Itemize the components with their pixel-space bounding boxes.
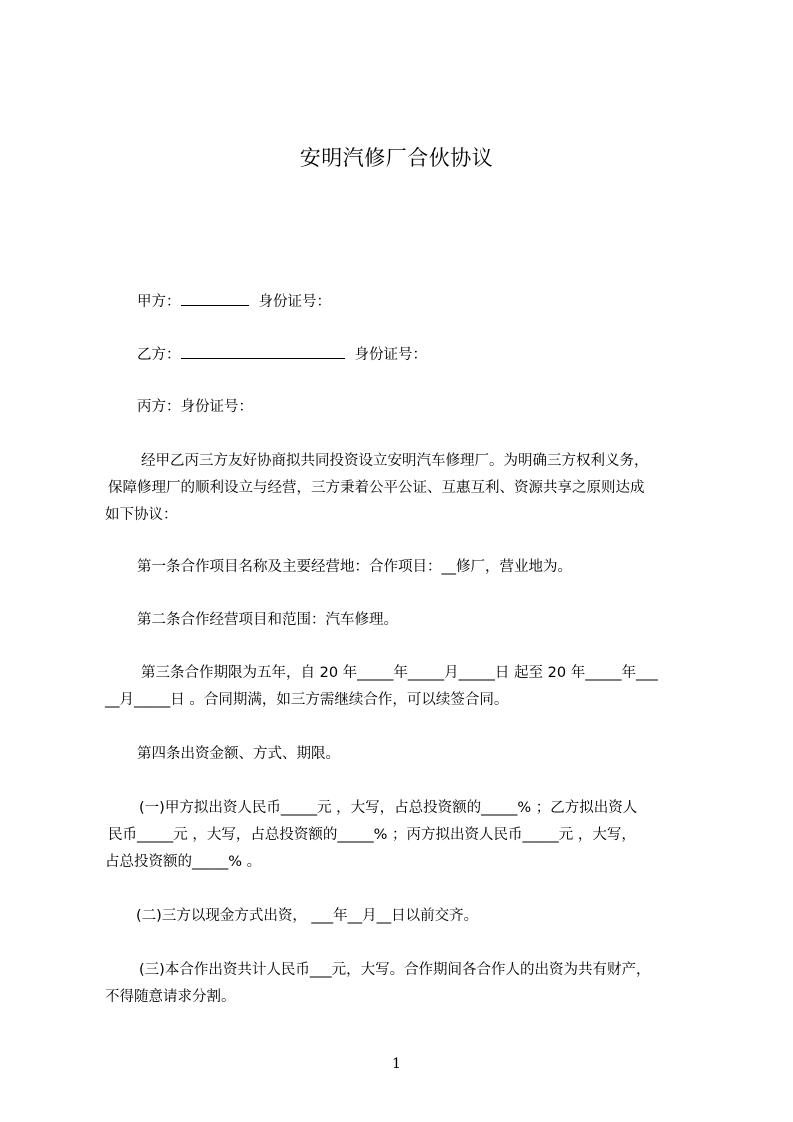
clause-1-line-2: 民币_____元 ，大写，占总投资额的_____% ；丙方拟出资人民币_____元 ，大写，	[108, 827, 636, 843]
party-b-name-blank	[181, 344, 345, 359]
party-b-line	[137, 344, 427, 365]
article-4: 第四条出资金额、方式、期限。	[137, 746, 340, 762]
party-a-name-blank	[181, 291, 249, 306]
clause-1-line-1: (一)甲方拟出资人民币_____元 ，大写，占总投资额的_____% ；乙方拟出资人	[139, 800, 638, 816]
party-a-label: 甲方：	[137, 294, 181, 310]
party-a-line	[137, 291, 331, 312]
party-a-id-label: 身份证号：	[258, 294, 331, 310]
article-1: 第一条合作项目名称及主要经营地：合作项目：__修厂，营业地为。	[137, 559, 572, 575]
page-number: 1	[392, 1056, 401, 1072]
preamble-line-1: 经甲乙丙三方友好协商拟共同投资设立安明汽车修理厂。为明确三方权利义务，	[141, 453, 649, 469]
preamble-line-2: 保障修理厂的顺利设立与经营，三方秉着公平公证、互惠互利、资源共享之原则达成	[108, 480, 645, 496]
clause-3-line-2: 不得随意请求分割。	[105, 989, 236, 1005]
party-b-id-label: 身份证号：	[354, 347, 427, 363]
document-title: 安明汽修厂合伙协议	[299, 146, 494, 170]
party-b-label: 乙方：	[137, 347, 181, 363]
preamble-line-3: 如下协议：	[105, 507, 178, 523]
party-c-line: 丙方：身份证号：	[137, 399, 253, 415]
article-2: 第二条合作经营项目和范围：汽车修理。	[137, 612, 398, 628]
clause-3-line-1: (三)本合作出资共计人民币___元，大写。合作期间各合作人的出资为共有财产，	[139, 962, 651, 978]
clause-2: (二)三方以现金方式出资， ___年__月__日以前交齐。	[136, 908, 479, 924]
article-3-line-1: 第三条合作期限为五年，自 20 年_____年_____月_____日 起至 20 年_____年___	[141, 665, 658, 681]
article-3-line-2: __月_____日 。合同期满，如三方需继续合作，可以续签合同。	[105, 692, 509, 708]
clause-1-line-3: 占总投资额的_____% 。	[105, 854, 262, 870]
